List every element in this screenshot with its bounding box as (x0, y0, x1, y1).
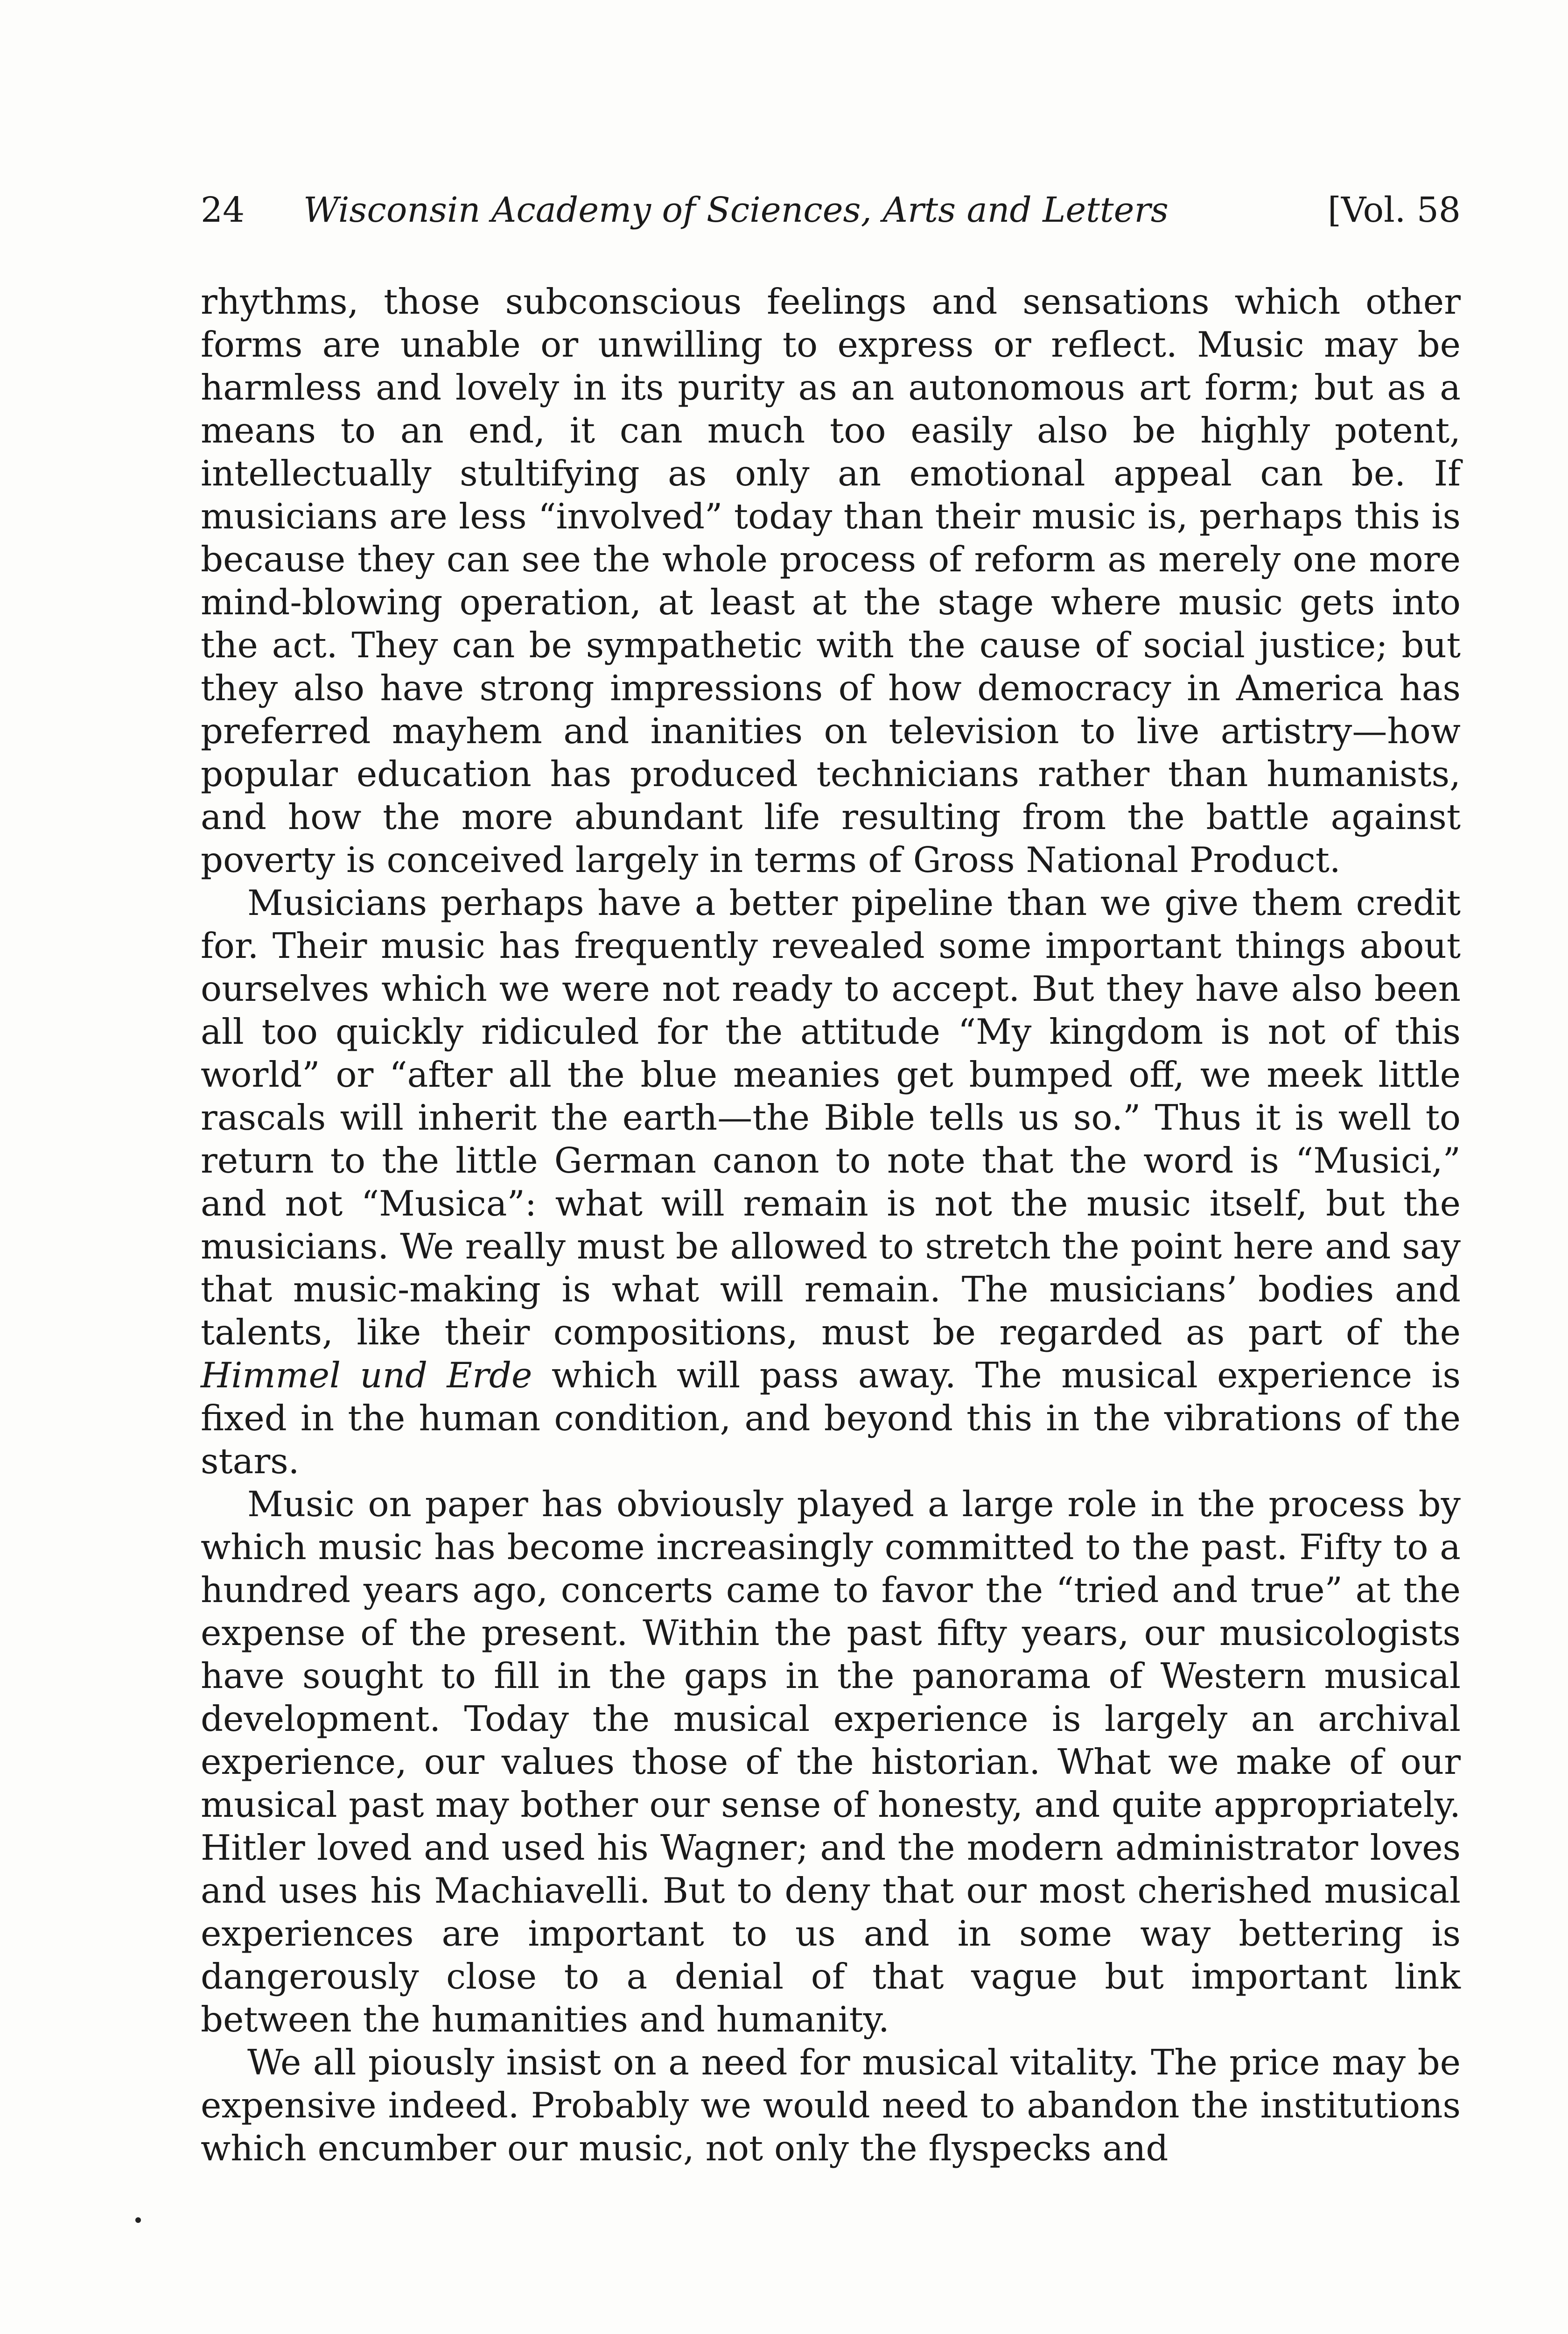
volume-label: [Vol. 58 (1328, 190, 1461, 230)
paragraph-2-text-before: Musicians perhaps have a better pipeline than we give them credit for. Their music has frequently revealed some important things about ourselves which we were not ready to accept. But they have also been all too quickly ridiculed for the attitude “My kingdom is not of this world” or “after all the blue meanies get bumped off, we meek little rascals will inherit the earth—the Bible tells us so.” Thus it is well to return to the little German canon to note that the word is “Musici,” and not “Musica”: what will remain is not the music itself, but the musicians. We really must be allowed to stretch the point here and say that music-making is what will remain. The musicians’ bodies and talents, like their compositions, must be regarded as part of the (201, 882, 1461, 1353)
paragraph-2-text-after: which will pass away. The musical experience is fixed in the human condition, and beyond this in the vibrations of the stars. (201, 1355, 1461, 1482)
page-number: 24 (201, 190, 245, 230)
article-body (201, 280, 1461, 2170)
scan-speck (135, 2217, 141, 2223)
paragraph-4: We all piously insist on a need for musical vitality. The price may be expensive indeed. Probably we would need to abandon the institutions which encumber our music, not only the flyspecks and (201, 2042, 1461, 2169)
running-header (201, 182, 1461, 238)
journal-title: Wisconsin Academy of Sciences, Arts and Letters (303, 190, 1169, 230)
italic-phrase: Himmel und Erde (201, 1355, 532, 1396)
paragraph-3: Music on paper has obviously played a large role in the process by which music has become increasingly committed to the past. Fifty to a hundred years ago, concerts came to favor the “tried and true” at the expense of the present. Within the past fifty years, our musicologists have sought to fill in the gaps in the panorama of Western musical development. Today the musical experience is largely an archival experience, our values those of the historian. What we make of our musical past may bother our sense of honesty, and quite appropriately. Hitler loved and used his Wagner; and the modern administrator loves and uses his Machiavelli. But to deny that our most cherished musical experiences are important to us and in some way bettering is dangerously close to a denial of that vague but important link between the humanities and humanity. (201, 1483, 1461, 2040)
paragraph-2 (201, 881, 1461, 1483)
paragraph-1: rhythms, those subconscious feelings and sensations which other forms are unable or unwilling to express or reflect. Music may be harmless and lovely in its purity as an autonomous art form; but as a means to an end, it can much too easily also be highly potent, intellectually stultifying as only an emotional appeal can be. If musicians are less “involved” today than their music is, perhaps this is because they can see the whole process of reform as merely one more mind-blowing operation, at least at the stage where music gets into the act. They can be sympathetic with the cause of social justice; but they also have strong impressions of how democracy in America has preferred mayhem and inanities on television to live artistry—how popular education has produced technicians rather than humanists, and how the more abundant life resulting from the battle against poverty is conceived largely in terms of Gross National Product. (201, 281, 1461, 880)
